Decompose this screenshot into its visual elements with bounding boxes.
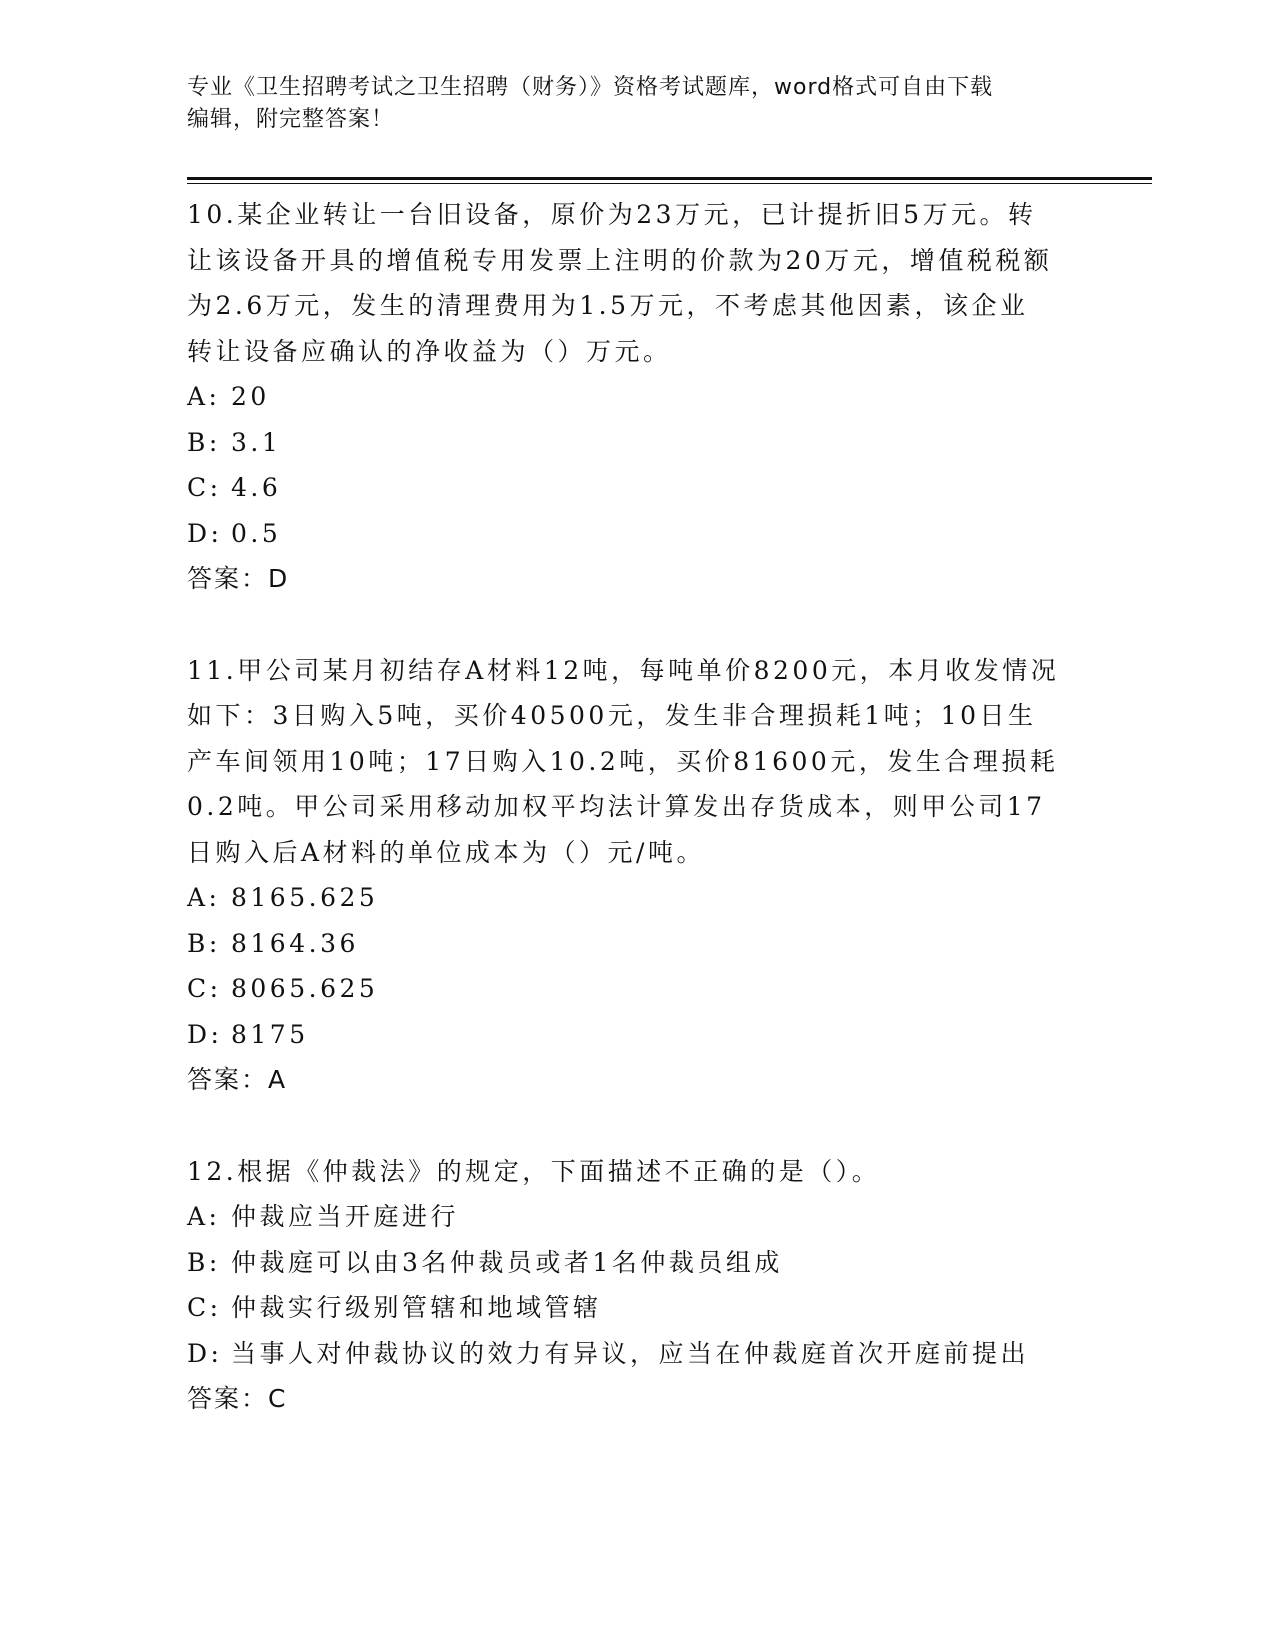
option-letter: A: (187, 1202, 221, 1231)
question-12 (187, 1149, 1087, 1422)
option-b (187, 921, 1087, 967)
option-c (187, 1285, 1087, 1331)
option-text: 3.1 (231, 427, 282, 457)
question-text-line: 产车间领用10吨；17日购入10.2吨，买价81600元，发生合理损耗 (187, 746, 1059, 776)
question-text-line: 10.某企业转让一台旧设备，原价为23万元，已计提折旧5万元。转 (187, 200, 1037, 229)
option-b (187, 420, 1087, 466)
header-line-2: 编辑，附完整答案！ (187, 107, 395, 132)
option-text: 0.5 (231, 518, 282, 548)
option-a (187, 875, 1087, 921)
option-letter: B: (187, 427, 221, 457)
option-letter: A: (187, 382, 221, 411)
option-d (187, 1331, 1087, 1377)
option-letter: C: (187, 473, 222, 502)
option-a (187, 374, 1087, 420)
question-text-line: 让该设备开具的增值税专用发票上注明的价款为20万元，增值税税额 (187, 245, 1053, 275)
question-10 (187, 192, 1087, 602)
option-letter: D: (187, 518, 223, 548)
option-letter: B: (187, 928, 221, 958)
option-d (187, 511, 1087, 557)
question-text-line: 日购入后A材料的单位成本为（）元/吨。 (187, 837, 705, 867)
option-c (187, 465, 1087, 511)
option-text: 8065.625 (231, 974, 379, 1003)
option-text: 8164.36 (231, 928, 359, 958)
question-text-line: 0.2吨。甲公司采用移动加权平均法计算发出存货成本，则甲公司17 (187, 792, 1046, 821)
option-text: 20 (231, 382, 270, 411)
option-text: 8175 (231, 1019, 309, 1049)
option-text: 仲裁实行级别管辖和地域管辖 (231, 1293, 602, 1322)
question-text-line: 如下：3日购入5吨，买价40500元，发生非合理损耗1吨；10日生 (187, 701, 1037, 730)
option-letter: D: (187, 1019, 223, 1049)
option-text: 仲裁庭可以由3名仲裁员或者1名仲裁员组成 (231, 1247, 783, 1277)
document-header (187, 72, 1087, 136)
option-letter: C: (187, 974, 222, 1003)
header-divider-thick (187, 177, 1152, 180)
option-text: 仲裁应当开庭进行 (231, 1202, 460, 1231)
header-divider-thin (187, 183, 1152, 184)
option-a (187, 1194, 1087, 1240)
question-text-line: 12.根据《仲裁法》的规定，下面描述不正确的是（）。 (187, 1156, 881, 1186)
question-11 (187, 648, 1087, 1103)
header-line-1: 专业《卫生招聘考试之卫生招聘（财务）》资格考试题库，word格式可自由下载 (187, 75, 994, 100)
option-text: 4.6 (231, 473, 282, 502)
option-letter: B: (187, 1247, 221, 1277)
option-text: 当事人对仲裁协议的效力有异议，应当在仲裁庭首次开庭前提出 (231, 1338, 1030, 1368)
question-text-line: 11.甲公司某月初结存A材料12吨，每吨单价8200元，本月收发情况 (187, 655, 1060, 685)
answer-line: 答案：C (187, 1384, 288, 1413)
option-c (187, 966, 1087, 1012)
answer-line: 答案：D (187, 564, 290, 593)
option-b (187, 1240, 1087, 1286)
answer-line: 答案：A (187, 1065, 288, 1094)
option-text: 8165.625 (231, 883, 379, 912)
question-text (187, 648, 1087, 876)
question-text (187, 192, 1087, 374)
question-text (187, 1149, 1087, 1195)
question-text-line: 转让设备应确认的净收益为（）万元。 (187, 336, 672, 366)
option-letter: C: (187, 1293, 222, 1322)
option-letter: A: (187, 883, 221, 912)
option-letter: D: (187, 1338, 223, 1368)
option-d (187, 1012, 1087, 1058)
question-list (187, 192, 1087, 1468)
question-text-line: 为2.6万元，发生的清理费用为1.5万元，不考虑其他因素，该企业 (187, 291, 1029, 320)
